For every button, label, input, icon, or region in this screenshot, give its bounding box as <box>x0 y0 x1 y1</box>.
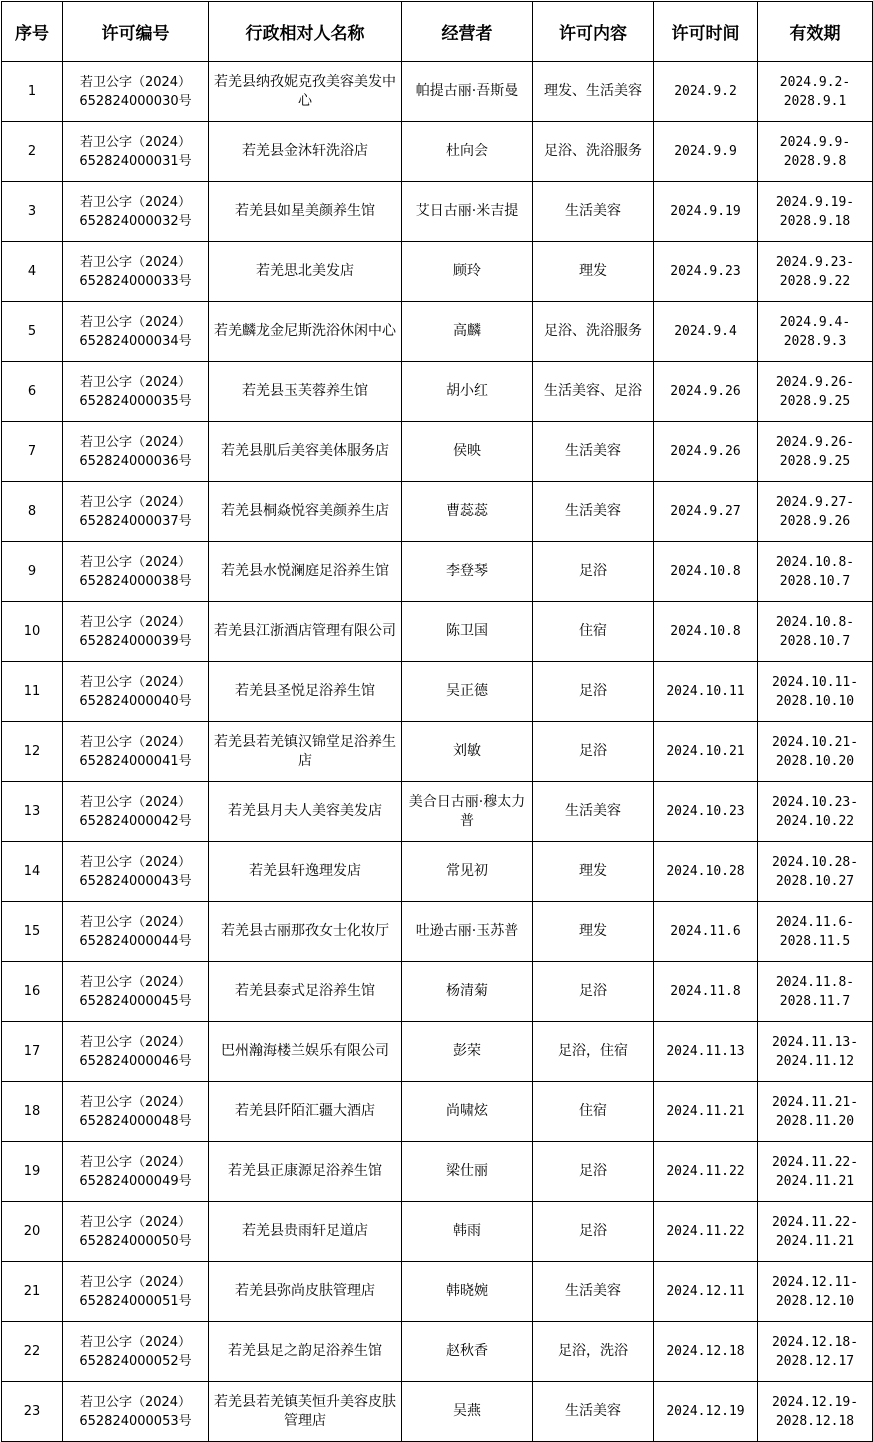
table-row <box>2 422 873 482</box>
cell-date: 2024.12.11 <box>654 1262 758 1322</box>
validity-from: 2024.9.4- <box>779 314 851 330</box>
cell-content: 理发 <box>533 842 654 902</box>
table-row <box>2 542 873 602</box>
table-row <box>2 722 873 782</box>
cell-index: 2 <box>2 122 63 182</box>
cell-permit-no <box>63 902 209 962</box>
cell-date: 2024.9.27 <box>654 482 758 542</box>
validity-from: 2024.10.8- <box>775 614 855 630</box>
permit-code: 652824000041号 <box>79 753 192 769</box>
permit-prefix: 若卫公字（2024） <box>79 914 192 930</box>
validity-to: 2024.11.12 <box>775 1053 855 1069</box>
permit-code: 652824000040号 <box>79 693 192 709</box>
table-row <box>2 1322 873 1382</box>
validity-from: 2024.9.23- <box>775 254 855 270</box>
cell-entity: 若羌县贵雨轩足道店 <box>209 1202 402 1262</box>
cell-index: 5 <box>2 302 63 362</box>
cell-date: 2024.10.8 <box>654 542 758 602</box>
cell-permit-no <box>63 362 209 422</box>
cell-permit-no <box>63 122 209 182</box>
table-row <box>2 62 873 122</box>
cell-validity <box>758 182 873 242</box>
validity-from: 2024.11.22- <box>771 1214 859 1230</box>
cell-permit-no <box>63 62 209 122</box>
cell-operator: 梁仕丽 <box>402 1142 533 1202</box>
validity-from: 2024.12.19- <box>771 1394 859 1410</box>
validity-to: 2028.10.20 <box>775 753 855 769</box>
header-date: 许可时间 <box>654 2 758 62</box>
cell-validity <box>758 1262 873 1322</box>
cell-content: 足浴、洗浴服务 <box>533 302 654 362</box>
cell-operator: 艾日古丽·米吉提 <box>402 182 533 242</box>
cell-entity: 若羌县若羌镇汉锦堂足浴养生店 <box>209 722 402 782</box>
cell-operator: 杨清菊 <box>402 962 533 1022</box>
permit-prefix: 若卫公字（2024） <box>79 434 192 450</box>
cell-operator: 陈卫国 <box>402 602 533 662</box>
cell-date: 2024.10.11 <box>654 662 758 722</box>
permit-prefix: 若卫公字（2024） <box>79 1094 192 1110</box>
cell-date: 2024.10.8 <box>654 602 758 662</box>
cell-content: 足浴 <box>533 722 654 782</box>
permit-code: 652824000031号 <box>79 153 192 169</box>
cell-date: 2024.9.4 <box>654 302 758 362</box>
validity-from: 2024.11.21- <box>771 1094 859 1110</box>
validity-to: 2028.9.22 <box>779 273 851 289</box>
validity-to: 2028.10.10 <box>775 693 855 709</box>
validity-from: 2024.10.23- <box>771 794 859 810</box>
table-row <box>2 362 873 422</box>
cell-entity: 若羌县圣悦足浴养生馆 <box>209 662 402 722</box>
permit-code: 652824000030号 <box>79 93 192 109</box>
cell-entity: 若羌县轩逸理发店 <box>209 842 402 902</box>
cell-index: 20 <box>2 1202 63 1262</box>
cell-permit-no <box>63 482 209 542</box>
cell-operator: 帕提古丽·吾斯曼 <box>402 62 533 122</box>
cell-permit-no <box>63 422 209 482</box>
cell-operator: 胡小红 <box>402 362 533 422</box>
permit-prefix: 若卫公字（2024） <box>79 74 192 90</box>
cell-validity <box>758 302 873 362</box>
permit-prefix: 若卫公字（2024） <box>79 674 192 690</box>
header-validity: 有效期 <box>758 2 873 62</box>
cell-permit-no <box>63 542 209 602</box>
permit-code: 652824000035号 <box>79 393 192 409</box>
cell-entity: 若羌县若羌镇芙恒升美容皮肤管理店 <box>209 1382 402 1442</box>
cell-validity <box>758 1202 873 1262</box>
permit-table <box>1 1 873 1442</box>
permit-prefix: 若卫公字（2024） <box>79 314 192 330</box>
cell-operator: 刘敏 <box>402 722 533 782</box>
cell-validity <box>758 482 873 542</box>
cell-entity: 若羌县阡陌汇疆大酒店 <box>209 1082 402 1142</box>
permit-prefix: 若卫公字（2024） <box>79 1214 192 1230</box>
cell-content: 足浴 <box>533 1202 654 1262</box>
cell-date: 2024.10.28 <box>654 842 758 902</box>
permit-prefix: 若卫公字（2024） <box>79 1274 192 1290</box>
table-row <box>2 1262 873 1322</box>
permit-code: 652824000032号 <box>79 213 192 229</box>
table-row <box>2 902 873 962</box>
header-index: 序号 <box>2 2 63 62</box>
cell-operator: 赵秋香 <box>402 1322 533 1382</box>
cell-permit-no <box>63 722 209 782</box>
permit-prefix: 若卫公字（2024） <box>79 734 192 750</box>
cell-date: 2024.9.26 <box>654 362 758 422</box>
cell-entity: 若羌思北美发店 <box>209 242 402 302</box>
cell-permit-no <box>63 182 209 242</box>
validity-to: 2028.12.18 <box>775 1413 855 1429</box>
permit-prefix: 若卫公字（2024） <box>79 1394 192 1410</box>
permit-prefix: 若卫公字（2024） <box>79 1334 192 1350</box>
permit-code: 652824000049号 <box>79 1173 192 1189</box>
cell-validity <box>758 1082 873 1142</box>
table-row <box>2 482 873 542</box>
cell-permit-no <box>63 1262 209 1322</box>
cell-validity <box>758 1382 873 1442</box>
table-row <box>2 1202 873 1262</box>
validity-from: 2024.9.26- <box>775 434 855 450</box>
cell-index: 6 <box>2 362 63 422</box>
cell-index: 23 <box>2 1382 63 1442</box>
header-entity: 行政相对人名称 <box>209 2 402 62</box>
cell-date: 2024.9.19 <box>654 182 758 242</box>
validity-from: 2024.10.28- <box>771 854 859 870</box>
cell-validity <box>758 422 873 482</box>
cell-permit-no <box>63 242 209 302</box>
cell-index: 22 <box>2 1322 63 1382</box>
cell-validity <box>758 902 873 962</box>
cell-entity: 若羌县月夫人美容美发店 <box>209 782 402 842</box>
permit-code: 652824000039号 <box>79 633 192 649</box>
cell-validity <box>758 122 873 182</box>
permit-code: 652824000053号 <box>79 1413 192 1429</box>
table-row <box>2 1142 873 1202</box>
cell-index: 1 <box>2 62 63 122</box>
table-row <box>2 1082 873 1142</box>
table-row <box>2 242 873 302</box>
permit-prefix: 若卫公字（2024） <box>79 134 192 150</box>
table-row <box>2 122 873 182</box>
table-row <box>2 842 873 902</box>
validity-to: 2028.12.17 <box>775 1353 855 1369</box>
permit-code: 652824000050号 <box>79 1233 192 1249</box>
permit-prefix: 若卫公字（2024） <box>79 854 192 870</box>
validity-from: 2024.9.9- <box>779 134 851 150</box>
cell-content: 生活美容 <box>533 782 654 842</box>
cell-operator: 美合日古丽·穆太力普 <box>402 782 533 842</box>
cell-content: 足浴，住宿 <box>533 1022 654 1082</box>
permit-prefix: 若卫公字（2024） <box>79 194 192 210</box>
cell-content: 住宿 <box>533 1082 654 1142</box>
cell-content: 足浴，洗浴 <box>533 1322 654 1382</box>
cell-operator: 常见初 <box>402 842 533 902</box>
cell-index: 21 <box>2 1262 63 1322</box>
cell-date: 2024.11.21 <box>654 1082 758 1142</box>
cell-content: 生活美容 <box>533 422 654 482</box>
cell-permit-no <box>63 662 209 722</box>
cell-operator: 李登琴 <box>402 542 533 602</box>
header-content: 许可内容 <box>533 2 654 62</box>
cell-validity <box>758 1322 873 1382</box>
validity-to: 2028.9.26 <box>779 513 851 529</box>
validity-from: 2024.9.2- <box>779 74 851 90</box>
cell-entity: 若羌县金沐轩洗浴店 <box>209 122 402 182</box>
validity-to: 2028.9.1 <box>783 93 847 109</box>
cell-date: 2024.11.6 <box>654 902 758 962</box>
cell-content: 生活美容 <box>533 482 654 542</box>
cell-entity: 若羌县弥尚皮肤管理店 <box>209 1262 402 1322</box>
cell-permit-no <box>63 1202 209 1262</box>
permit-code: 652824000045号 <box>79 993 192 1009</box>
cell-content: 住宿 <box>533 602 654 662</box>
cell-validity <box>758 362 873 422</box>
cell-index: 9 <box>2 542 63 602</box>
cell-operator: 吐逊古丽·玉苏普 <box>402 902 533 962</box>
cell-validity <box>758 662 873 722</box>
cell-permit-no <box>63 1142 209 1202</box>
validity-to: 2028.9.3 <box>783 333 847 349</box>
table-row <box>2 602 873 662</box>
validity-from: 2024.11.8- <box>775 974 855 990</box>
cell-index: 19 <box>2 1142 63 1202</box>
cell-entity: 若羌县江浙酒店管理有限公司 <box>209 602 402 662</box>
validity-from: 2024.11.22- <box>771 1154 859 1170</box>
cell-validity <box>758 62 873 122</box>
table-row <box>2 182 873 242</box>
cell-operator: 吴燕 <box>402 1382 533 1442</box>
cell-date: 2024.9.9 <box>654 122 758 182</box>
permit-prefix: 若卫公字（2024） <box>79 494 192 510</box>
cell-operator: 韩晓婉 <box>402 1262 533 1322</box>
cell-date: 2024.11.22 <box>654 1142 758 1202</box>
permit-prefix: 若卫公字（2024） <box>79 794 192 810</box>
permit-code: 652824000042号 <box>79 813 192 829</box>
cell-permit-no <box>63 1082 209 1142</box>
cell-index: 13 <box>2 782 63 842</box>
cell-permit-no <box>63 782 209 842</box>
cell-index: 4 <box>2 242 63 302</box>
table-row <box>2 302 873 362</box>
cell-entity: 若羌县水悦澜庭足浴养生馆 <box>209 542 402 602</box>
validity-from: 2024.12.11- <box>771 1274 859 1290</box>
cell-operator: 韩雨 <box>402 1202 533 1262</box>
validity-from: 2024.9.26- <box>775 374 855 390</box>
cell-validity <box>758 1022 873 1082</box>
permit-code: 652824000046号 <box>79 1053 192 1069</box>
permit-code: 652824000034号 <box>79 333 192 349</box>
cell-entity: 若羌县正康源足浴养生馆 <box>209 1142 402 1202</box>
permit-code: 652824000037号 <box>79 513 192 529</box>
cell-entity: 若羌县肌后美容美体服务店 <box>209 422 402 482</box>
permit-prefix: 若卫公字（2024） <box>79 374 192 390</box>
permit-code: 652824000038号 <box>79 573 192 589</box>
cell-operator: 高麟 <box>402 302 533 362</box>
cell-content: 生活美容、足浴 <box>533 362 654 422</box>
cell-operator: 吴正德 <box>402 662 533 722</box>
validity-to: 2024.11.21 <box>775 1173 855 1189</box>
permit-prefix: 若卫公字（2024） <box>79 254 192 270</box>
validity-from: 2024.12.18- <box>771 1334 859 1350</box>
cell-content: 理发、生活美容 <box>533 62 654 122</box>
cell-index: 10 <box>2 602 63 662</box>
cell-operator: 彭荣 <box>402 1022 533 1082</box>
table-row <box>2 1022 873 1082</box>
permit-code: 652824000051号 <box>79 1293 192 1309</box>
cell-permit-no <box>63 842 209 902</box>
cell-index: 16 <box>2 962 63 1022</box>
permit-prefix: 若卫公字（2024） <box>79 974 192 990</box>
cell-permit-no <box>63 602 209 662</box>
validity-from: 2024.9.19- <box>775 194 855 210</box>
cell-index: 7 <box>2 422 63 482</box>
permit-prefix: 若卫公字（2024） <box>79 554 192 570</box>
permit-prefix: 若卫公字（2024） <box>79 1154 192 1170</box>
cell-permit-no <box>63 1382 209 1442</box>
cell-entity: 巴州瀚海楼兰娱乐有限公司 <box>209 1022 402 1082</box>
header-operator: 经营者 <box>402 2 533 62</box>
permit-prefix: 若卫公字（2024） <box>79 1034 192 1050</box>
cell-operator: 顾玲 <box>402 242 533 302</box>
cell-validity <box>758 542 873 602</box>
cell-index: 18 <box>2 1082 63 1142</box>
validity-to: 2028.9.25 <box>779 453 851 469</box>
cell-validity <box>758 962 873 1022</box>
cell-validity <box>758 602 873 662</box>
cell-entity: 若羌县泰式足浴养生馆 <box>209 962 402 1022</box>
table-row <box>2 662 873 722</box>
cell-content: 生活美容 <box>533 182 654 242</box>
cell-entity: 若羌县纳孜妮克孜美容美发中心 <box>209 62 402 122</box>
validity-to: 2028.9.8 <box>783 153 847 169</box>
cell-content: 足浴 <box>533 962 654 1022</box>
cell-permit-no <box>63 1322 209 1382</box>
cell-entity: 若羌县古丽那孜女士化妆厅 <box>209 902 402 962</box>
cell-validity <box>758 842 873 902</box>
cell-content: 足浴、洗浴服务 <box>533 122 654 182</box>
cell-date: 2024.11.13 <box>654 1022 758 1082</box>
cell-validity <box>758 722 873 782</box>
validity-from: 2024.10.21- <box>771 734 859 750</box>
cell-date: 2024.12.19 <box>654 1382 758 1442</box>
validity-from: 2024.10.8- <box>775 554 855 570</box>
cell-content: 生活美容 <box>533 1262 654 1322</box>
permit-code: 652824000052号 <box>79 1353 192 1369</box>
table-row <box>2 1382 873 1442</box>
cell-content: 理发 <box>533 242 654 302</box>
cell-date: 2024.10.23 <box>654 782 758 842</box>
cell-date: 2024.9.23 <box>654 242 758 302</box>
validity-to: 2028.11.5 <box>779 933 851 949</box>
validity-from: 2024.11.6- <box>775 914 855 930</box>
cell-date: 2024.11.8 <box>654 962 758 1022</box>
cell-date: 2024.9.26 <box>654 422 758 482</box>
validity-to: 2028.10.7 <box>779 573 851 589</box>
cell-index: 12 <box>2 722 63 782</box>
cell-date: 2024.9.2 <box>654 62 758 122</box>
cell-index: 3 <box>2 182 63 242</box>
cell-operator: 尚啸炫 <box>402 1082 533 1142</box>
validity-from: 2024.10.11- <box>771 674 859 690</box>
validity-to: 2024.10.22 <box>775 813 855 829</box>
permit-code: 652824000043号 <box>79 873 192 889</box>
validity-to: 2028.10.7 <box>779 633 851 649</box>
cell-date: 2024.11.22 <box>654 1202 758 1262</box>
header-permit-no: 许可编号 <box>63 2 209 62</box>
cell-index: 8 <box>2 482 63 542</box>
cell-operator: 曹蕊蕊 <box>402 482 533 542</box>
permit-code: 652824000036号 <box>79 453 192 469</box>
cell-validity <box>758 242 873 302</box>
cell-content: 足浴 <box>533 542 654 602</box>
cell-entity: 若羌县足之韵足浴养生馆 <box>209 1322 402 1382</box>
cell-permit-no <box>63 302 209 362</box>
cell-permit-no <box>63 962 209 1022</box>
cell-index: 15 <box>2 902 63 962</box>
cell-entity: 若羌麟龙金尼斯洗浴休闲中心 <box>209 302 402 362</box>
permit-code: 652824000033号 <box>79 273 192 289</box>
permit-code: 652824000044号 <box>79 933 192 949</box>
cell-index: 11 <box>2 662 63 722</box>
cell-index: 14 <box>2 842 63 902</box>
validity-to: 2028.11.7 <box>779 993 851 1009</box>
cell-entity: 若羌县玉芙蓉养生馆 <box>209 362 402 422</box>
validity-from: 2024.11.13- <box>771 1034 859 1050</box>
validity-from: 2024.9.27- <box>775 494 855 510</box>
validity-to: 2028.9.18 <box>779 213 851 229</box>
cell-entity: 若羌县如星美颜养生馆 <box>209 182 402 242</box>
cell-permit-no <box>63 1022 209 1082</box>
cell-index: 17 <box>2 1022 63 1082</box>
cell-date: 2024.12.18 <box>654 1322 758 1382</box>
cell-content: 理发 <box>533 902 654 962</box>
cell-content: 足浴 <box>533 662 654 722</box>
cell-content: 生活美容 <box>533 1382 654 1442</box>
header-row <box>2 2 873 62</box>
table-row <box>2 962 873 1022</box>
validity-to: 2028.9.25 <box>779 393 851 409</box>
validity-to: 2028.11.20 <box>775 1113 855 1129</box>
permit-code: 652824000048号 <box>79 1113 192 1129</box>
cell-content: 足浴 <box>533 1142 654 1202</box>
cell-entity: 若羌县桐焱悦容美颜养生店 <box>209 482 402 542</box>
cell-date: 2024.10.21 <box>654 722 758 782</box>
permit-prefix: 若卫公字（2024） <box>79 614 192 630</box>
table-row <box>2 782 873 842</box>
cell-validity <box>758 782 873 842</box>
validity-to: 2028.12.10 <box>775 1293 855 1309</box>
cell-operator: 侯映 <box>402 422 533 482</box>
cell-operator: 杜向会 <box>402 122 533 182</box>
validity-to: 2024.11.21 <box>775 1233 855 1249</box>
cell-validity <box>758 1142 873 1202</box>
validity-to: 2028.10.27 <box>775 873 855 889</box>
